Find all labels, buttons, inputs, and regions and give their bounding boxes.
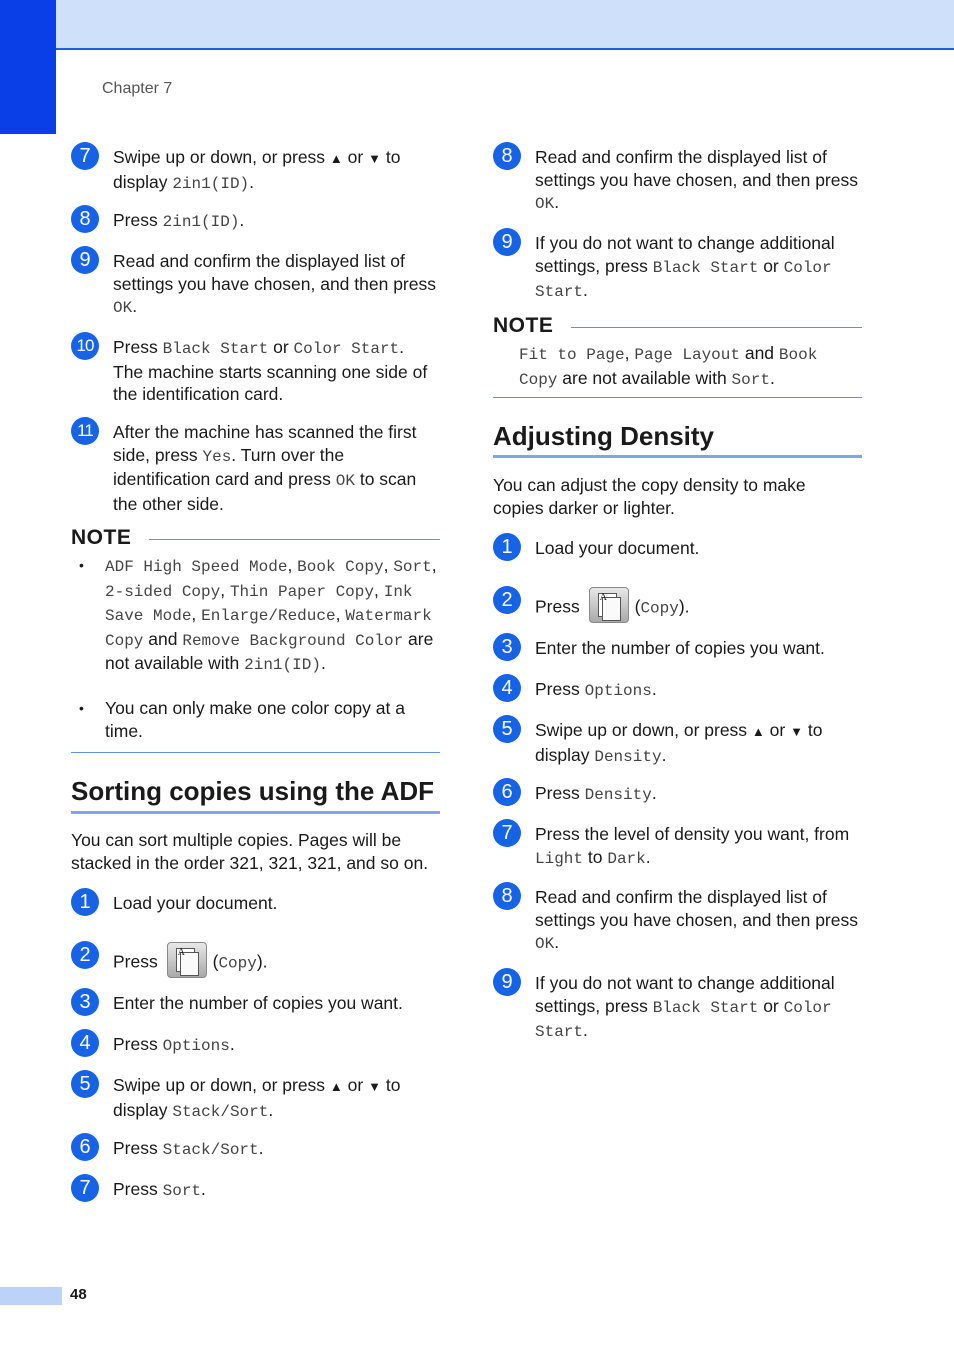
text-run: or xyxy=(758,995,784,1016)
screen-text: ADF High Speed Mode xyxy=(105,558,288,576)
step-number: 9 xyxy=(71,246,99,274)
step-number: 9 xyxy=(493,968,521,996)
text-run: to display xyxy=(535,720,823,765)
screen-text: Options xyxy=(162,1037,230,1055)
bullet-dot: • xyxy=(79,557,84,573)
text-run: . Turn over the identification card and press xyxy=(113,444,345,489)
text-run: or xyxy=(342,147,369,167)
text-run: , xyxy=(431,555,437,575)
screen-text: Enlarge/Reduce xyxy=(201,607,336,625)
down-arrow-icon: ▼ xyxy=(368,1079,381,1094)
text-run: Press xyxy=(535,596,585,617)
screen-text: Color Start xyxy=(535,998,832,1041)
step-number: 9 xyxy=(493,228,521,256)
text-run: . xyxy=(229,1034,235,1054)
text-run: . xyxy=(651,783,657,803)
step-text xyxy=(535,719,865,768)
screen-text: Watermark Copy xyxy=(105,607,432,650)
step-number: 6 xyxy=(493,778,521,806)
text-run: Load your document. xyxy=(113,893,278,913)
step-number: 1 xyxy=(493,533,521,561)
screen-text: Remove Background Color xyxy=(182,631,404,650)
down-arrow-icon: ▼ xyxy=(790,724,803,739)
step-number: 2 xyxy=(71,941,99,969)
screen-text: Black Start xyxy=(652,998,759,1017)
note-rule xyxy=(571,327,862,328)
text-run: . xyxy=(258,1138,264,1158)
text-run: . xyxy=(239,210,245,230)
header-band xyxy=(0,0,954,50)
section-title: Sorting copies using the ADF xyxy=(71,776,435,806)
text-run: Press xyxy=(113,337,163,357)
note-text xyxy=(519,342,859,391)
text-run: . xyxy=(320,653,326,673)
text-run: . xyxy=(769,367,775,388)
step-text xyxy=(113,1137,443,1162)
section-title: Adjusting Density xyxy=(493,421,715,451)
text-run: Press xyxy=(113,951,163,972)
step-text xyxy=(113,209,443,234)
text-run: ). xyxy=(678,596,690,617)
step-text xyxy=(113,1033,443,1058)
step-number: 4 xyxy=(493,674,521,702)
text-run: are not available with xyxy=(557,367,732,388)
step-text xyxy=(535,972,865,1044)
copy-button-icon: A xyxy=(589,587,629,623)
text-run: Press xyxy=(113,1138,163,1158)
text-run: . xyxy=(645,846,651,867)
screen-text: Sort xyxy=(162,1182,202,1200)
text-run: Swipe up or down, or press xyxy=(113,1075,330,1095)
screen-text: Stack/Sort xyxy=(172,1102,269,1121)
screen-text: Color Start xyxy=(535,258,832,301)
up-arrow-icon: ▲ xyxy=(751,724,765,739)
step-number: 5 xyxy=(493,715,521,743)
note-heading: NOTE xyxy=(71,526,132,549)
text-run: Enter the number of copies you want. xyxy=(535,638,825,658)
step-text xyxy=(535,232,865,304)
text-run: to xyxy=(583,846,608,867)
step-text xyxy=(113,336,443,406)
screen-text: Page Layout xyxy=(634,346,740,364)
section-intro: You can adjust the copy density to make copies darker or lighter. xyxy=(493,475,806,518)
screen-text: Options xyxy=(584,682,652,700)
text-run: The machine starts scanning one side of the identification card. xyxy=(113,361,428,404)
text-run: Enter the number of copies you want. xyxy=(113,993,403,1013)
step-text xyxy=(535,823,865,870)
note-rule xyxy=(149,539,440,540)
step-number: 3 xyxy=(493,633,521,661)
step-text xyxy=(113,1178,443,1203)
screen-text: OK xyxy=(535,195,555,213)
section-rule xyxy=(493,455,862,458)
text-run: ). xyxy=(256,951,268,972)
screen-text: Book Copy xyxy=(297,558,384,576)
text-run: are not available with xyxy=(105,628,434,673)
text-run: . xyxy=(132,296,138,316)
text-run: , xyxy=(373,579,384,600)
screen-text: Light xyxy=(535,849,584,868)
note-bullet-text xyxy=(105,554,441,677)
text-run: . xyxy=(554,192,560,212)
text-run: . xyxy=(249,171,255,192)
screen-text: Density xyxy=(584,786,652,804)
step-number: 8 xyxy=(493,142,521,170)
text-run: to display xyxy=(113,1075,401,1120)
chapter-tab xyxy=(0,0,56,134)
text-run: or xyxy=(342,1075,369,1095)
step-number: 4 xyxy=(71,1029,99,1057)
screen-text: Black Start xyxy=(162,340,269,358)
text-run: . xyxy=(399,337,405,357)
text-run: , xyxy=(191,604,202,624)
screen-text: OK xyxy=(113,299,133,317)
text-run: If you do not want to change additional settings, press xyxy=(535,233,835,276)
text-run: Load your document. xyxy=(535,538,700,558)
text-run: and xyxy=(739,343,779,363)
step-number: 3 xyxy=(71,988,99,1016)
screen-text: Copy xyxy=(640,599,679,618)
screen-text: 2in1(ID) xyxy=(244,656,321,674)
step-number: 2 xyxy=(493,586,521,614)
text-run: . xyxy=(661,744,667,765)
note-bottom-rule xyxy=(493,397,862,398)
step-number: 7 xyxy=(71,1174,99,1202)
text-run: Read and confirm the displayed list of settings you have chosen, and then press xyxy=(113,251,436,294)
step-text xyxy=(535,782,865,807)
step-number: 10 xyxy=(71,332,99,360)
text-run: Swipe up or down, or press xyxy=(113,147,330,167)
text-run: , xyxy=(624,343,635,363)
step-number: 1 xyxy=(71,888,99,916)
step-number: 7 xyxy=(71,142,99,170)
step-text xyxy=(535,537,865,560)
text-run: Read and confirm the displayed list of settings you have chosen, and then press xyxy=(535,887,858,930)
step-text xyxy=(535,678,865,703)
section-intro: You can sort multiple copies. Pages will be stacked in the order 321, 321, 321, and so on. xyxy=(71,830,429,873)
bullet-dot: • xyxy=(79,700,84,716)
step-text xyxy=(535,146,865,216)
down-arrow-icon: ▼ xyxy=(368,151,381,166)
screen-text: 2in1(ID) xyxy=(162,213,240,231)
text-run: ( xyxy=(634,596,641,617)
text-run: . xyxy=(583,1020,588,1040)
step-number: 8 xyxy=(71,205,99,233)
page-number-bar xyxy=(0,1287,62,1305)
page-number: 48 xyxy=(70,1286,87,1303)
screen-text: Sort xyxy=(731,370,770,389)
screen-text: 2in1(ID) xyxy=(172,174,250,193)
step-text xyxy=(113,1074,443,1123)
text-run: . xyxy=(268,1099,274,1120)
screen-text: Thin Paper Copy xyxy=(229,582,374,601)
text-run: to display xyxy=(113,147,401,192)
screen-text: Copy xyxy=(218,954,257,973)
text-run: . xyxy=(583,280,588,300)
screen-text: OK xyxy=(335,472,355,490)
step-text xyxy=(113,992,443,1015)
up-arrow-icon: ▲ xyxy=(329,1079,343,1094)
up-arrow-icon: ▲ xyxy=(329,151,343,166)
step-number: 11 xyxy=(71,417,99,445)
text-run: . xyxy=(554,932,560,952)
step-text xyxy=(113,892,443,915)
step-number: 6 xyxy=(71,1133,99,1161)
screen-text: 2-sided Copy xyxy=(105,582,221,601)
screen-text: Color Start xyxy=(293,340,400,358)
note-bottom-rule xyxy=(71,752,440,753)
text-run: Press xyxy=(535,679,585,699)
step-text xyxy=(113,250,443,320)
text-run: Press xyxy=(113,1179,163,1199)
screen-text: OK xyxy=(535,935,555,953)
step-number: 8 xyxy=(493,882,521,910)
text-run: Press xyxy=(113,1034,163,1054)
text-run: ( xyxy=(212,951,219,972)
screen-text: Ink Save Mode xyxy=(105,582,413,625)
text-run: . xyxy=(651,679,657,699)
section-rule xyxy=(71,811,440,814)
note-bullet-text: You can only make one color copy at a time. xyxy=(105,698,405,741)
text-run: , xyxy=(220,579,230,600)
text-run: . xyxy=(201,1179,206,1199)
text-run: After the machine has scanned the first side, press xyxy=(113,422,417,465)
text-run: If you do not want to change additional settings, press xyxy=(535,973,835,1016)
chapter-label: Chapter 7 xyxy=(102,80,173,97)
note-heading: NOTE xyxy=(493,314,554,337)
screen-text: Sort xyxy=(393,558,432,576)
step-number: 5 xyxy=(71,1070,99,1098)
screen-text: Yes xyxy=(202,447,232,466)
screen-text: Fit to Page xyxy=(519,346,625,364)
step-text xyxy=(113,945,443,981)
screen-text: Stack/Sort xyxy=(162,1141,259,1159)
screen-text: Book Copy xyxy=(519,346,818,389)
text-run: Press the level of density you want, from xyxy=(535,824,850,844)
step-text xyxy=(535,886,865,956)
text-run: or xyxy=(268,337,294,357)
copy-button-icon: A xyxy=(167,942,207,978)
text-run: Swipe up or down, or press xyxy=(535,720,752,740)
text-run: , xyxy=(287,555,298,575)
text-run: Press xyxy=(535,783,585,803)
screen-text: Black Start xyxy=(652,258,759,277)
step-text xyxy=(113,421,443,515)
text-run: or xyxy=(764,720,791,740)
text-run: and xyxy=(143,628,183,649)
step-text xyxy=(535,637,865,660)
screen-text: Dark xyxy=(607,849,646,868)
step-number: 7 xyxy=(493,819,521,847)
step-text xyxy=(535,590,865,626)
text-run: , xyxy=(335,604,346,624)
text-run: Press xyxy=(113,210,163,230)
text-run: or xyxy=(758,255,784,276)
text-run: Read and confirm the displayed list of settings you have chosen, and then press xyxy=(535,147,858,190)
step-text xyxy=(113,146,443,195)
text-run: , xyxy=(383,555,394,575)
text-run: to scan the other side. xyxy=(113,469,417,514)
screen-text: Density xyxy=(594,747,662,766)
